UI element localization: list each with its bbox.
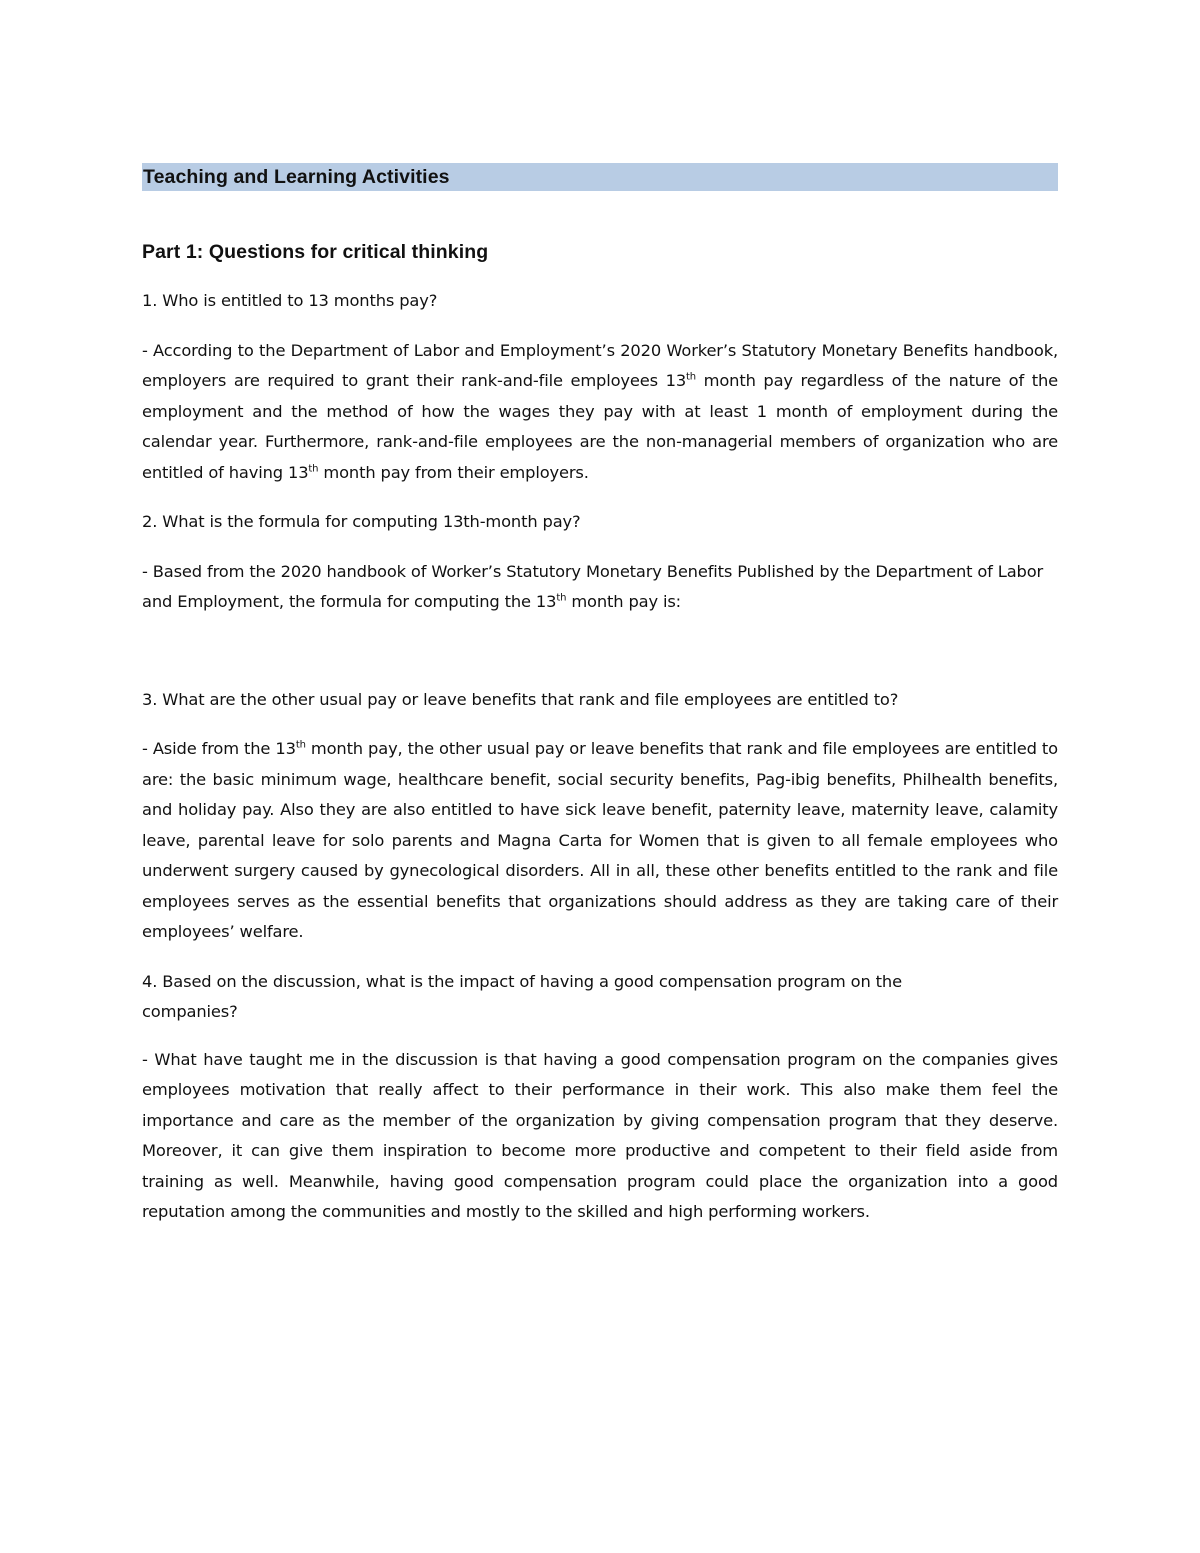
answer-2-text-1: - Based from the 2020 handbook of Worker’s Statutory Monetary Benefits Published by the Department of Labor and Employment, the formula for computing the 13 xyxy=(142,561,1044,611)
answer-2 xyxy=(142,557,1058,618)
answer-1-text-1: - According to the Department of Labor and Employment’s 2020 Worker’s Statutory Monetary Benefits handbook, employers are required to grant their rank-and-file employees 13 xyxy=(142,340,1058,390)
part-title: Part 1: Questions for critical thinking xyxy=(142,241,489,263)
answer-3-superscript-1: th xyxy=(295,739,306,751)
answer-2-superscript-1: th xyxy=(556,592,567,604)
answer-1-text-2: month pay regardless of the nature of the employment and the method of how the wages they pay with at least 1 month of employment during the calendar year. Furthermore, rank-and-file employees are the non-managerial members of organization who are entitled of having 13 xyxy=(142,371,1058,482)
document-page xyxy=(142,163,1058,1228)
answer-4: - What have taught me in the discussion is that having a good compensation program on the companies gives employees motivation that really affect to their performance in their work. This also make them feel the importance and care as the member of the organization by giving compensation program that they deserve. Moreover, it can give them inspiration to become more productive and competent to their field aside from training as well. Meanwhile, having good compensation program could place the organization into a good reputation among the communities and mostly to the skilled and high performing workers. xyxy=(142,1049,1058,1221)
answer-1-text-3: month pay from their employers. xyxy=(318,462,589,482)
question-4: 4. Based on the discussion, what is the impact of having a good compensation program on the companies? xyxy=(142,971,902,1021)
question-2: 2. What is the formula for computing 13th-month pay? xyxy=(142,512,581,531)
answer-3 xyxy=(142,734,1058,948)
answer-1-superscript-2: th xyxy=(308,463,319,475)
answer-3-text-1: - Aside from the 13 xyxy=(142,739,296,758)
answer-1-superscript-1: th xyxy=(686,371,696,383)
question-1: 1. Who is entitled to 13 months pay? xyxy=(142,291,438,310)
section-heading: Teaching and Learning Activities xyxy=(142,163,1058,191)
answer-2-text-2: month pay is: xyxy=(566,592,682,611)
answer-1 xyxy=(142,336,1058,489)
question-3: 3. What are the other usual pay or leave benefits that rank and file employees are entitled to? xyxy=(142,689,899,709)
answer-3-text-2: month pay, the other usual pay or leave benefits that rank and file employees are entitled to are: the basic minimum wage, healthcare benefit, social security benefits, Pag-ibig benefits, Philhealth benefits, and holiday pay. Also they are also entitled to have sick leave benefit, paternity leave, maternity leave, calamity leave, parental leave for solo parents and Magna Carta for Women that is given to all female employees who underwent surgery caused by gynecological disorders. All in all, these other benefits entitled to the rank and file employees serves as the essential benefits that organizations should address as they are taking care of their employees’ welfare. xyxy=(142,739,1058,941)
